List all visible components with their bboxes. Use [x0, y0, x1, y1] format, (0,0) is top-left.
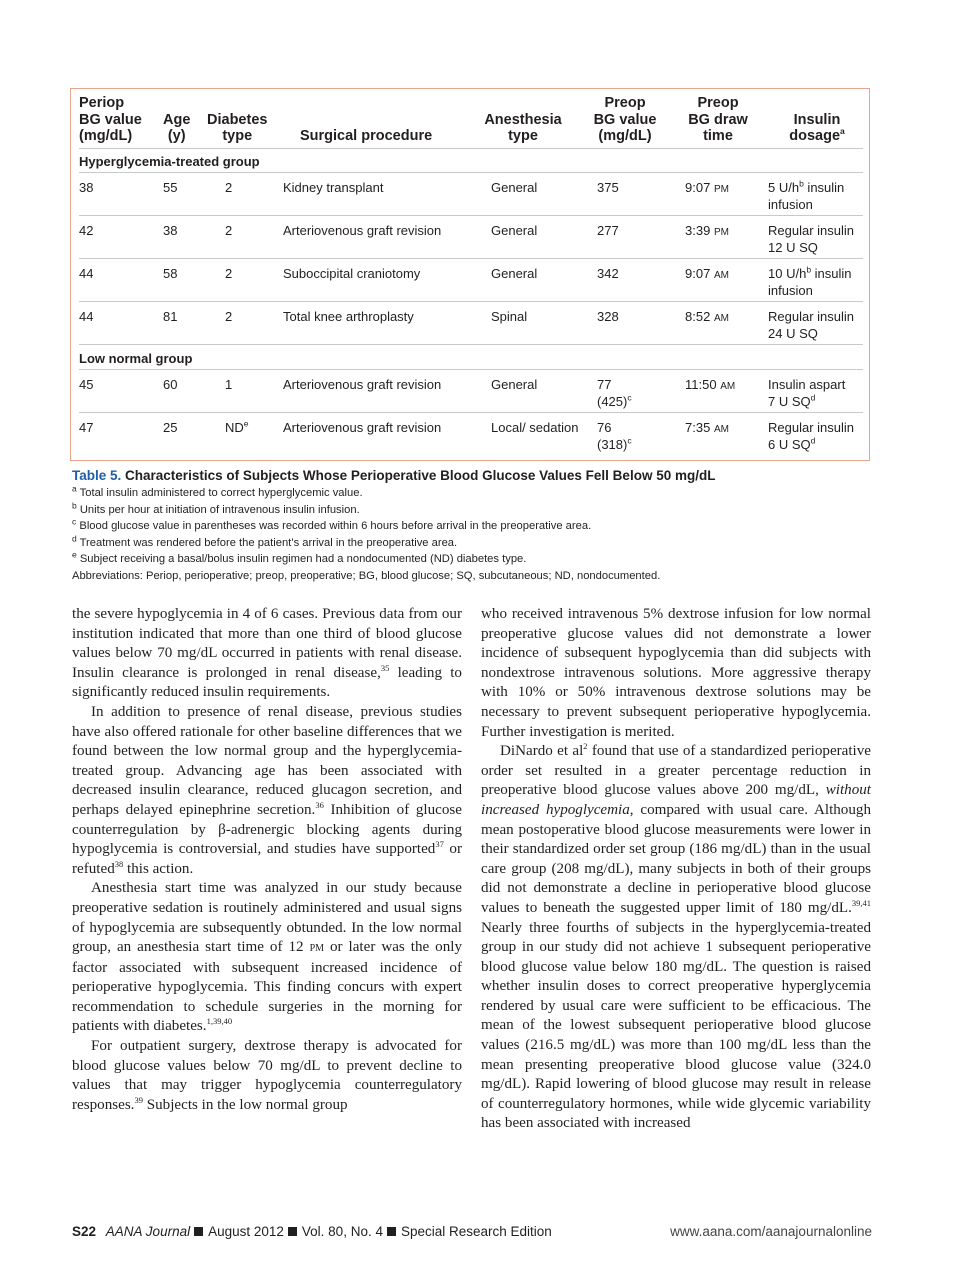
header-insulin-dosage: Insulin dosage$^a$	[789, 111, 845, 144]
cell-anesthesia-type: General	[491, 266, 538, 281]
issue-date: August 2012	[208, 1224, 284, 1239]
footnote-a: $^a$ Total insulin administered to correct hyperglycemic value.	[72, 483, 363, 499]
cell-age: 38	[163, 223, 178, 238]
cell-surgical-procedure: Arteriovenous graft revision	[283, 223, 442, 238]
cell-preop-bg-value: 375	[597, 180, 619, 195]
left-paragraph-1: the severe hypoglycemia in 4 of 6 cases. Previous data from our institution indicated that more than one third of blood glucose values below 70 mg/dL occurred in patients with renal disease. Insulin clearance is prolonged in renal disease,$^{35}$ leading to significantly reduced insulin requirements.	[72, 606, 462, 701]
header-anesthesia-type: Anesthesia type	[484, 111, 562, 144]
left-paragraph-4: For outpatient surgery, dextrose therapy is advocated for blood glucose values below 70 mg/dL to prevent decline to values that may trigger hypoglycemia counterregulatory responses.$^{39}$ Subjects in the low normal group	[72, 1038, 462, 1113]
cell-preop-bg-value: 277	[597, 223, 619, 238]
row-divider	[79, 215, 863, 216]
cell-age: 81	[163, 309, 178, 324]
cell-anesthesia-type: General	[491, 377, 538, 392]
cell-insulin-dosage: 10 $U/h^b$ insulin infusion	[768, 264, 852, 298]
group-divider	[79, 344, 863, 345]
footnote-c: $^c$ Blood glucose value in parentheses was recorded within 6 hours before arrival in the preoperative area.	[72, 516, 592, 532]
left-paragraph-2: In addition to presence of renal disease, previous studies have also offered rationale for other baseline differences that we found between the low normal group and the hyperglycemia-treated group. Advancing age has been associated with decreased insulin clearance, reduced glucagon secretion, and perhaps delayed epinephrine secretion.$^{36}$ Inhibition of glucose counterregulation by β-adrenergic blocking agents during hypoglycemia is controversial, and studies have supported$^{37}$ or refuted$^{38}$ this action.	[72, 703, 462, 877]
cell-preop-draw-time: 3:39 PM	[685, 223, 729, 238]
cell-surgical-procedure: Arteriovenous graft revision	[283, 420, 442, 435]
group-label-hyperglycemia: Hyperglycemia-treated group	[79, 154, 260, 169]
cell-insulin-dosage: Regular insulin 6 U $SQ^d$	[768, 420, 854, 452]
cell-diabetes-type: 1	[225, 377, 233, 392]
cell-insulin-dosage: Regular insulin 24 U SQ	[768, 309, 854, 341]
cell-preop-bg-value: 342	[597, 266, 619, 281]
cell-age: 60	[163, 377, 178, 392]
cell-surgical-procedure: Total knee arthroplasty	[283, 309, 414, 324]
row-divider	[79, 412, 863, 413]
header-diabetes-type: Diabetes type	[207, 111, 268, 144]
cell-surgical-procedure: Arteriovenous graft revision	[283, 377, 442, 392]
header-age: Age (y)	[163, 111, 191, 144]
right-paragraph-1: who received intravenous 5% dextrose infusion for low normal preoperative glucose values did not demonstrate a lower incidence of subsequent hypoglycemia than did subjects with nondextrose intravenous solutions. More aggressive therapy with 10% or 50% intravenous dextrose solutions may be necessary to prevent subsequent perioperative hypoglycemia. Further investigation is merited.	[481, 606, 871, 740]
cell-periop-bg: 44	[79, 309, 94, 324]
row-divider	[79, 258, 863, 259]
cell-diabetes-type: 2	[225, 223, 233, 238]
cell-preop-bg-value: 77 $(425)^c$	[597, 377, 632, 409]
journal-name: AANA Journal	[105, 1224, 191, 1239]
cell-surgical-procedure: Suboccipital craniotomy	[283, 266, 421, 281]
footnote-d: $^d$ Treatment was rendered before the patient’s arrival in the preoperative area.	[72, 532, 458, 549]
body-left-column	[72, 605, 462, 1115]
cell-age: 25	[163, 420, 178, 435]
group-divider	[79, 369, 863, 370]
cell-preop-bg-value: 76 $(318)^c$	[597, 420, 632, 452]
cell-preop-bg-value: 328	[597, 309, 619, 324]
cell-anesthesia-type: General	[491, 223, 538, 238]
separator-square-icon	[387, 1227, 396, 1236]
cell-diabetes-type: 2	[225, 266, 233, 281]
cell-insulin-dosage: 5 $U/h^b$ insulin infusion	[768, 178, 845, 212]
body-right-column	[481, 605, 871, 1134]
cell-anesthesia-type: Local/ sedation	[491, 420, 579, 435]
header-divider	[79, 148, 863, 149]
page-number: S22	[72, 1224, 97, 1239]
separator-square-icon	[288, 1227, 297, 1236]
cell-age: 58	[163, 266, 178, 281]
group-label-low-normal: Low normal group	[79, 351, 193, 366]
row-divider	[79, 301, 863, 302]
cell-periop-bg: 38	[79, 180, 94, 195]
header-surgical-procedure: Surgical procedure	[300, 128, 433, 144]
table-5	[70, 88, 870, 461]
volume-number: Vol. 80, No. 4	[301, 1224, 383, 1239]
cell-periop-bg: 45	[79, 377, 94, 392]
footnote-b: $^b$ Units per hour at initiation of intravenous insulin infusion.	[72, 499, 360, 516]
cell-diabetes-type: 2	[225, 180, 233, 195]
footnote-e: $^e$ Subject receiving a basal/bolus insulin regimen had a nondocumented (ND) diabetes type.	[72, 549, 527, 565]
cell-preop-draw-time: 9:07 AM	[685, 266, 729, 281]
cell-periop-bg: 42	[79, 223, 94, 238]
cell-age: 55	[163, 180, 178, 195]
edition-label: Special Research Edition	[400, 1224, 552, 1239]
cell-insulin-dosage: Regular insulin 12 U SQ	[768, 223, 854, 255]
cell-periop-bg: 44	[79, 266, 94, 281]
cell-diabetes-type: $ND^e$	[225, 418, 249, 435]
group-divider	[79, 172, 863, 173]
cell-preop-draw-time: 7:35 AM	[685, 420, 729, 435]
separator-square-icon	[194, 1227, 203, 1236]
cell-preop-draw-time: 8:52 AM	[685, 309, 729, 324]
cell-preop-draw-time: 9:07 PM	[685, 180, 729, 195]
cell-diabetes-type: 2	[225, 309, 233, 324]
table-caption: Table 5. Characteristics of Subjects Whose Perioperative Blood Glucose Values Fell Below 50 mg/dL	[72, 468, 716, 483]
cell-preop-draw-time: 11:50 AM	[685, 377, 736, 392]
cell-surgical-procedure: Kidney transplant	[283, 180, 384, 195]
cell-periop-bg: 47	[79, 420, 94, 435]
right-paragraph-2: DiNardo et $al^2$ found that use of a standardized perioperative order set resulted in a greater percentage reduction in preoperative blood glucose values above 200 mg/dL, without increased hypoglycemia, compared with usual care. Although mean postoperative blood glucose measurements were lower in their standardized order set group (186 mg/dL) than in the usual care group (208 mg/dL), many subjects in both of their groups did not demonstrate a decline in perioperative blood glucose values to beneath the suggested upper limit of 180 mg/dL.$^{39,41}$ Nearly three fourths of subjects in the hyperglycemia-treated group in our study did not achieve 1 subsequent perioperative blood glucose value below 180 mg/dL. The question is raised whether insulin doses to correct preoperative hyperglycemia rendered by usual care were sufficient to be efficacious. The mean of the lowest subsequent perioperative blood glucose values (216.5 mg/dL) was more than 100 mg/dL less than the mean presenting preoperative blood glucose value (324.0 mg/dL). Rapid lowering of blood glucose may result in release of counterregulatory hormones, while wide glycemic variability has been associated with increased	[481, 741, 872, 1132]
cell-anesthesia-type: Spinal	[491, 309, 528, 324]
abbreviations: Abbreviations: Periop, perioperative; preop, preoperative; BG, blood glucose; SQ, subcutaneous; ND, nondocumented.	[72, 569, 661, 582]
cell-anesthesia-type: General	[491, 180, 538, 195]
header-preop-bg-draw-time: Preop BG draw time	[688, 95, 748, 144]
header-periop-bg: Periop BG value (mg/dL)	[79, 95, 142, 144]
left-paragraph-3: Anesthesia start time was analyzed in our study because preoperative sedation is routinely administered and usual signs of hypoglycemia are subsequently obtunded. In the low normal group, an anesthesia start time of 12 PM or later was the only factor associated with subsequent increased incidence of perioperative hypoglycemia. This finding concurs with expert recommendation to schedule surgeries in the morning for patients with diabetes.$^{1,39,40}$	[72, 880, 463, 1035]
cell-insulin-dosage: Insulin aspart 7 U $SQ^d$	[768, 377, 846, 409]
header-preop-bg-value: Preop BG value (mg/dL)	[593, 95, 657, 144]
journal-url[interactable]: www.aana.com/aanajournalonline	[670, 1224, 872, 1239]
